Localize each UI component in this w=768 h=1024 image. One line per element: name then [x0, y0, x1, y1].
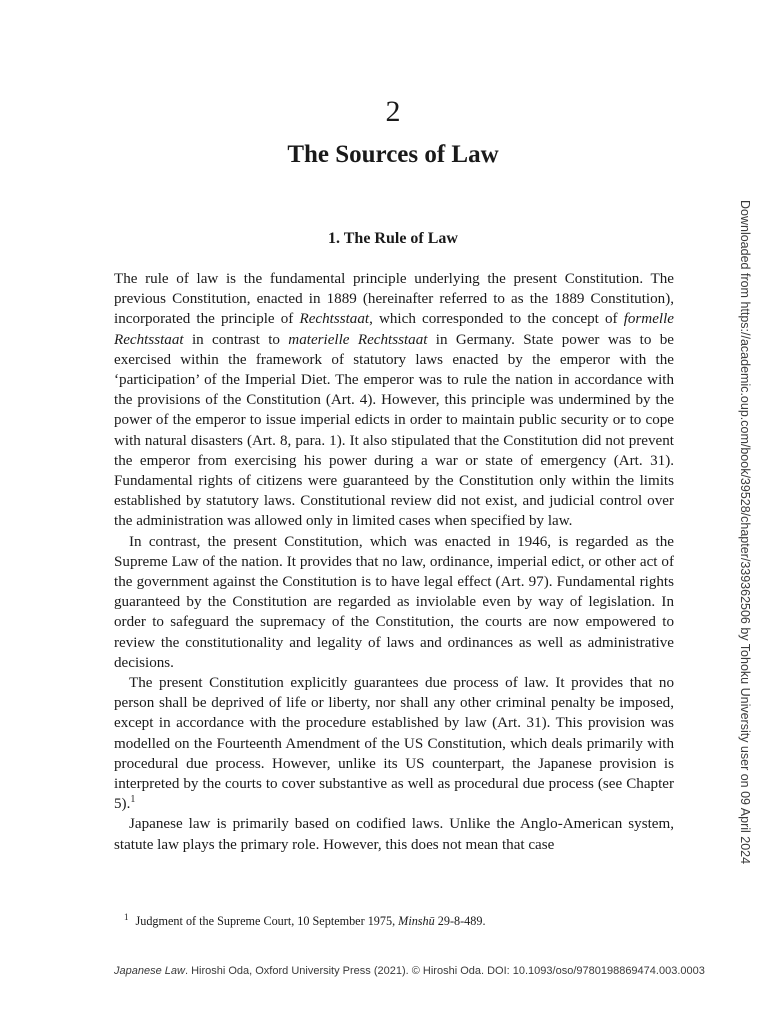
term-materielle-rechtsstaat: materielle Rechtsstaat — [288, 331, 428, 348]
paragraph-1 — [114, 269, 674, 532]
term-rechtsstaat: Rechtsstaat — [299, 311, 370, 328]
footnote-text-1: Judgment of the Supreme Court, 10 September 1975, — [135, 914, 399, 928]
footnote-italic-source: Minshū — [398, 914, 435, 928]
footnote — [124, 913, 684, 929]
footnote-number: 1 — [124, 911, 129, 922]
paragraph-4: Japanese law is primarily based on codified laws. Unlike the Anglo-American system, statute law plays the primary role. However, this does not mean that case — [114, 816, 674, 853]
paragraph-3-text: The present Constitution explicitly guarantees due process of law. It provides that no person shall be deprived of life or liberty, nor shall any other criminal penalty be imposed, except in accordance with the procedure established by law (Art. 31). This provision was modelled on the Fourteenth Amendment of the US Constitution, which deals primarily with procedural due process. However, unlike its US counterpart, the Japanese provision is interpreted by the courts to cover substantive as well as procedural due process (see Chapter 5). — [114, 675, 674, 813]
section-heading: 1. The Rule of Law — [328, 230, 458, 247]
footnote-text-2: 29-8-489. — [434, 914, 486, 928]
download-watermark: Downloaded from https://academic.oup.com/book/39528/chapter/339362506 by Tohoku University user on 09 April 2024 — [738, 200, 752, 865]
footnote-reference[interactable]: 1 — [130, 794, 136, 806]
term-formelle-rechtsstaat: formelle Rechtsstaat — [114, 311, 674, 348]
paragraph-3 — [114, 673, 674, 814]
paragraph-1-text-1: The rule of law is the fundamental principle underlying the present Constitution. The previous Constitution, enacted in 1889 (hereinafter referred to as the 1889 Constitution), incorporated the principle of — [114, 271, 674, 328]
chapter-title: The Sources of Law — [287, 141, 499, 168]
citation-footer — [114, 963, 705, 979]
chapter-number: 2 — [385, 95, 401, 128]
paragraph-2: In contrast, the present Constitution, which was enacted in 1946, is regarded as the Supreme Law of the nation. It provides that no law, ordinance, imperial edict, or other act of the government against the Constitution is to have legal effect (Art. 97). Fundamental rights guaranteed by the Constitution are regarded as inviolable even by way of legislation. In order to safeguard the supremacy of the Constitution, the courts are now empowered to review the constitutionality and legality of laws and ordinances as well as administrative decisions. — [114, 533, 674, 671]
citation-text: . Hiroshi Oda, Oxford University Press (2021). © Hiroshi Oda. DOI: 10.1093/oso/9780198869474.003.0003 — [184, 965, 705, 977]
paragraph-1-text-3: in contrast to — [183, 331, 289, 348]
paragraph-1-text-4: in Germany. State power was to be exercised within the framework of statutory laws enacted by the emperor with the ‘participation’ of the Imperial Diet. The emperor was to rule the nation in accordance with the provisions of the Constitution (Art. 4). However, this principle was undermined by the power of the emperor to issue imperial edicts in order to maintain public security or to cope with natural disasters (Art. 8, para. 1). It also stipulated that the Constitution did not prevent the emperor from exercising his power during a war or state of emergency (Art. 31). Fundamental rights of citizens were guaranteed by the Constitution only within the limits established by statutory laws. Constitutional review did not exist, and judicial control over the administration was allowed only in limited cases when specified by law. — [114, 331, 674, 530]
book-title: Japanese Law — [114, 965, 185, 977]
chapter-body — [114, 269, 674, 855]
paragraph-1-text-2: , which corresponded to the concept of — [369, 311, 624, 328]
